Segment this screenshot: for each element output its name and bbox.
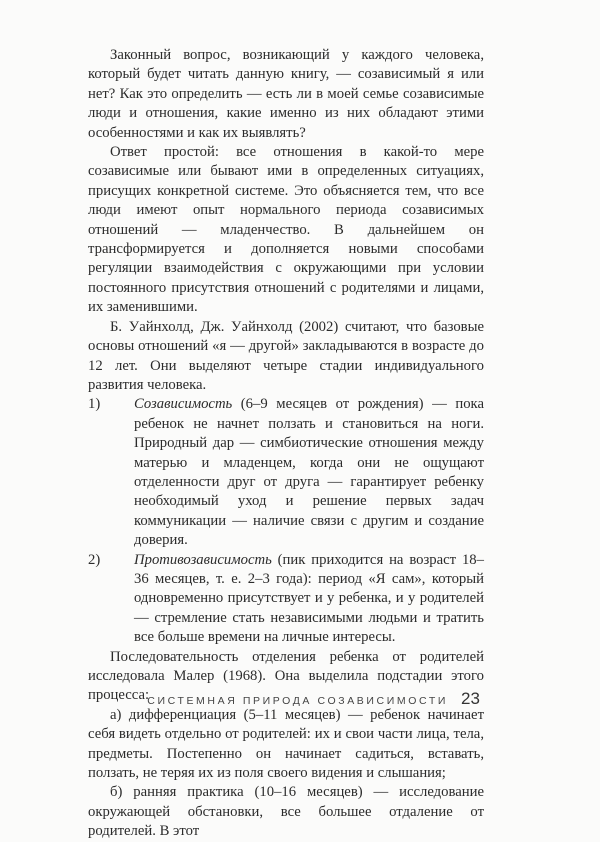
paragraph-early-practice: б) ранняя практика (10–16 месяцев) — исследование окружающей обстановки, все большее отдаление от родителей. В этот [88,784,484,840]
list-text: (пик приходится на возраст 18–36 месяцев, т. е. 2–3 года): период «Я сам», который одновременно присутствует и у ребенка, и у родителей — стремление стать независимыми людьми и тратить все больше времени на личные интересы. [134,551,484,646]
list-term: Созависимость [134,396,233,413]
list-number: 1) [88,396,101,413]
running-head: СИСТЕМНАЯ ПРИРОДА СОЗАВИСИМОСТИ [147,695,448,707]
list-item-codependency [88,395,484,550]
paragraph-differentiation: а) дифференциация (5–11 месяцев) — ребенок начинает себя видеть отдельно от родителей: их и свои части лица, тела, предметы. Постепенно он начинает садиться, вставать, ползать, не теряя их из поля своего видения и слышания; [88,706,484,782]
page-body [88,46,484,842]
list-body [134,551,484,648]
list-item-counterdependency [88,551,484,648]
list-number: 2) [88,551,101,568]
paragraph-mahler: Последовательность отделения ребенка от родителей исследовала Малер (1968). Она выделила подстадии этого процесса: [88,648,484,704]
list-body [134,395,484,550]
list-term: Противозависимость [134,551,272,568]
paragraph-weinhold: Б. Уайнхолд, Дж. Уайнхолд (2002) считают, что базовые основы отношений «я — другой» закладываются в возрасте до 12 лет. Они выделяют четыре стадии индивидуального развития человека. [88,318,484,393]
paragraph-answer: Ответ простой: все отношения в какой-то мере созависимые или бывают ими в определенных ситуациях, присущих конкретной системе. Это объясняется тем, что все люди имеют опыт нормального периода созависимых отношений — младенчество. В дальнейшем он трансформируется и дополняется новыми способами регуляции взаимодействия с окружающими при условии постоянного присутствия отношений с родителями и лицами, их заменившими. [88,144,484,316]
paragraph-question: Законный вопрос, возникающий у каждого человека, который будет читать данную книгу, — созависимый я или нет? Как это определить — есть ли в моей семье созависимые люди и отношения, какие именно из них обладают этими особенностями и как их выявлять? [88,47,484,141]
list-text: (6–9 месяцев от рождения) — пока ребенок не начнет ползать и становиться на ноги. Природный дар — симбиотические отношения между матерью и младенцем, когда они не ощущают отделенности друг от друга — гарантирует ребенку необходимый уход и решение первых задач коммуникации — наличие связи с другим и создание доверия. [134,396,484,549]
page-footer [0,688,600,712]
page-number: 23 [461,689,480,708]
